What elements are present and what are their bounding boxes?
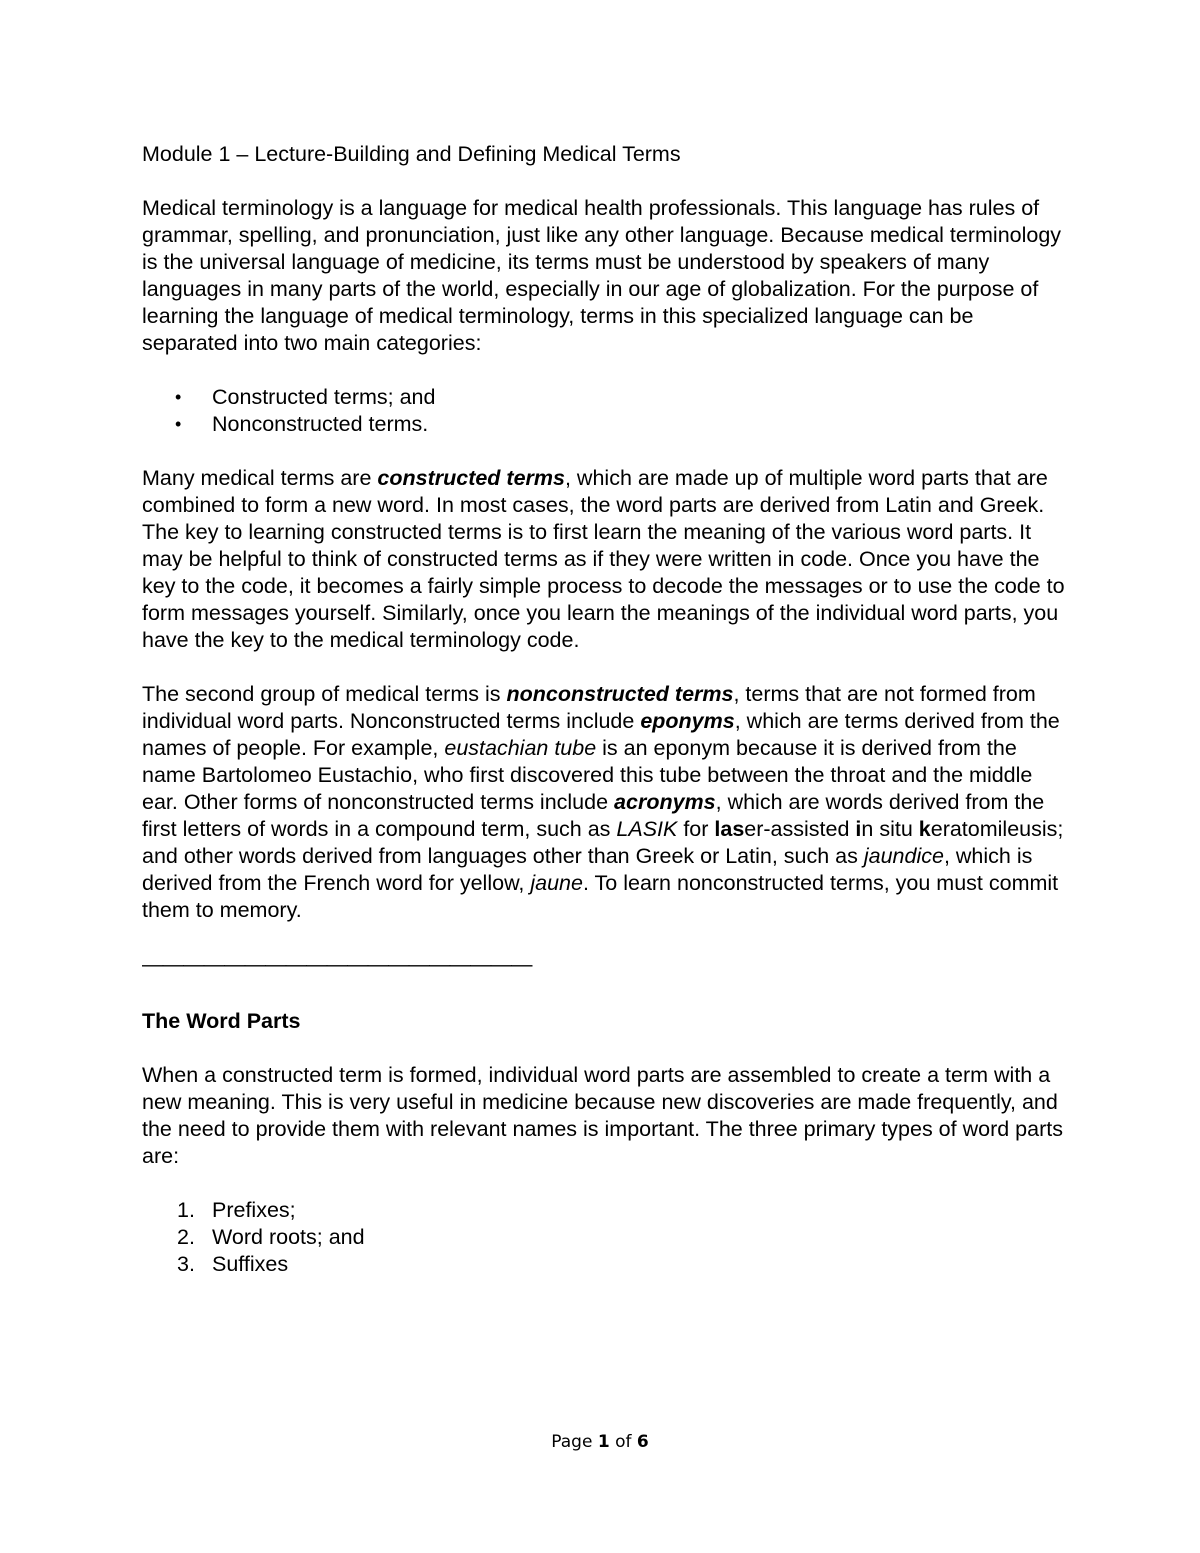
list-item-text: Prefixes; bbox=[212, 1198, 296, 1222]
text-run: Many medical terms are bbox=[142, 466, 378, 490]
list-item bbox=[142, 1197, 1072, 1224]
text-run: , which are terms derived from the names of people. For example, bbox=[142, 709, 1060, 760]
word-parts-paragraph: When a constructed term is formed, individual word parts are assembled to create a term with a new meaning. This is very useful in medicine because new discoveries are made frequently, and the need to provide them with relevant names is important. The three primary types of word parts are: bbox=[142, 1063, 1063, 1168]
text-run: . To learn nonconstructed terms, you must commit them to memory. bbox=[142, 871, 1059, 922]
document-body bbox=[142, 141, 1072, 1278]
nonconstructed-terms-paragraph bbox=[142, 681, 1072, 924]
text-run: The second group of medical terms is bbox=[142, 682, 507, 706]
term-constructed-terms: constructed terms bbox=[377, 466, 565, 490]
section-divider: ——————————————————— bbox=[142, 952, 532, 976]
word-parts-numbered-list bbox=[142, 1197, 1072, 1278]
list-item-text: Nonconstructed terms. bbox=[212, 412, 429, 436]
term-eponyms: eponyms bbox=[640, 709, 735, 733]
text-run: , terms that are not formed from individual word parts. Nonconstructed terms include bbox=[142, 682, 1036, 733]
document-title: Module 1 – Lecture-Building and Defining Medical Terms bbox=[142, 142, 681, 166]
total-page-count: 6 bbox=[636, 1432, 649, 1452]
page-footer bbox=[0, 1432, 1200, 1452]
current-page-number: 1 bbox=[597, 1432, 610, 1452]
list-item bbox=[142, 384, 1072, 411]
text-run: is an eponym because it is derived from the name Bartolomeo Eustachio, who first discovered this tube between the throat and the middle ear. Other forms of nonconstructed terms include bbox=[142, 736, 1033, 814]
of-label: of bbox=[615, 1432, 632, 1452]
term-jaune: jaune bbox=[530, 871, 583, 895]
text-run: , which is derived from the French word for yellow, bbox=[142, 844, 1033, 895]
list-number: 3. bbox=[177, 1252, 195, 1276]
acronym-letter-i: i bbox=[855, 817, 862, 841]
list-item-text: Suffixes bbox=[212, 1252, 289, 1276]
acronym-letters-las: las bbox=[714, 817, 745, 841]
bullet-marker: • bbox=[175, 387, 182, 407]
text-run: eratomileusis; and other words derived from languages other than Greek or Latin, such as bbox=[142, 817, 1064, 868]
intro-paragraph: Medical terminology is a language for medical health professionals. This language has rules of grammar, spelling, and pronunciation, just like any other language. Because medical terminology is the universal language of medicine, its terms must be understood by speakers of many languages in many parts of the world, especially in our age of globalization. For the purpose of learning the language of medical terminology, terms in this specialized language can be separated into two main categories: bbox=[142, 196, 1062, 355]
section-heading: The Word Parts bbox=[142, 1009, 301, 1033]
category-bullet-list bbox=[142, 384, 1072, 438]
text-run: n situ bbox=[861, 817, 919, 841]
term-jaundice: jaundice bbox=[863, 844, 944, 868]
text-run: for bbox=[677, 817, 715, 841]
list-item bbox=[142, 1224, 1072, 1251]
term-nonconstructed-terms: nonconstructed terms bbox=[506, 682, 734, 706]
list-item bbox=[142, 1251, 1072, 1278]
acronym-letter-k: k bbox=[918, 817, 931, 841]
constructed-terms-paragraph bbox=[142, 465, 1072, 654]
term-acronyms: acronyms bbox=[614, 790, 716, 814]
text-run: er-assisted bbox=[744, 817, 856, 841]
list-item bbox=[142, 411, 1072, 438]
list-number: 1. bbox=[177, 1198, 195, 1222]
term-lasik: LASIK bbox=[616, 817, 678, 841]
page-label: Page bbox=[551, 1432, 593, 1452]
term-eustachian-tube: eustachian tube bbox=[444, 736, 597, 760]
text-run: , which are made up of multiple word parts that are combined to form a new word. In most cases, the word parts are derived from Latin and Greek. The key to learning constructed terms is to first learn the meaning of the various word parts. It may be helpful to think of constructed terms as if they were written in code. Once you have the key to the code, it becomes a fairly simple process to decode the messages or to use the code to form messages yourself. Similarly, once you learn the meanings of the individual word parts, you have the key to the medical terminology code. bbox=[142, 466, 1065, 652]
bullet-marker: • bbox=[175, 414, 182, 434]
list-item-text: Constructed terms; and bbox=[212, 385, 436, 409]
list-item-text: Word roots; and bbox=[212, 1225, 365, 1249]
text-run: , which are words derived from the first letters of words in a compound term, such as bbox=[142, 790, 1045, 841]
list-number: 2. bbox=[177, 1225, 195, 1249]
